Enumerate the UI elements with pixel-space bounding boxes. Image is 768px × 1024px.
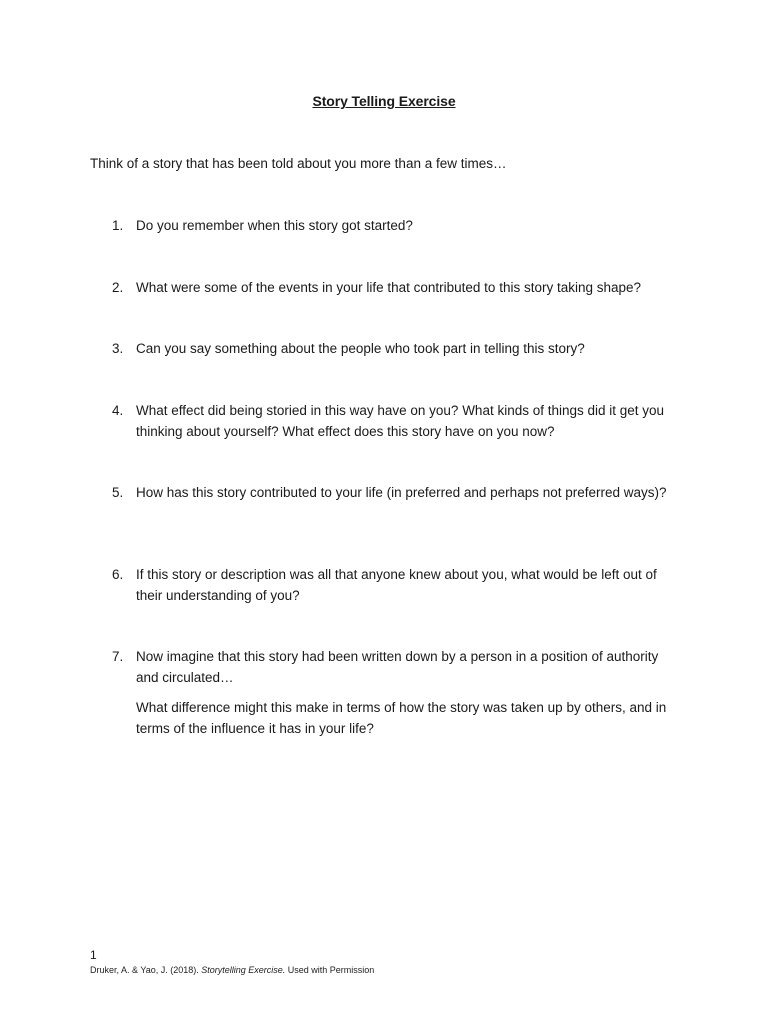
- question-text: What effect did being storied in this way have on you? What kinds of things did it get you thinking about yourself? What effect does this story have on you now?: [136, 403, 665, 439]
- intro-text: Think of a story that has been told about you more than a few times…: [90, 156, 507, 171]
- citation-title: Storytelling Exercise.: [201, 965, 286, 975]
- page-title: Story Telling Exercise: [312, 93, 456, 109]
- citation-prefix: Druker, A. & Yao, J. (2018).: [90, 965, 202, 975]
- question-text: Can you say something about the people who took part in telling this story?: [136, 341, 585, 356]
- page-number: 1: [90, 948, 97, 962]
- list-number: 7.: [112, 649, 124, 664]
- list-number: 6.: [112, 567, 124, 582]
- question-followup-text: What difference might this make in terms of how the story was taken up by others, and in terms of the influence it has in your life?: [136, 700, 667, 736]
- question-text: If this story or description was all that anyone knew about you, what would be left out of their understanding of you?: [136, 567, 657, 603]
- list-number: 2.: [112, 280, 124, 295]
- citation-suffix: Used with Permission: [285, 965, 375, 975]
- list-number: 1.: [112, 218, 124, 233]
- question-text: How has this story contributed to your life (in preferred and perhaps not preferred ways)?: [136, 485, 667, 500]
- question-text: What were some of the events in your life that contributed to this story taking shape?: [136, 280, 642, 295]
- list-number: 5.: [112, 485, 124, 500]
- question-text: Now imagine that this story had been written down by a person in a position of authority and circulated…: [136, 649, 659, 685]
- question-text: Do you remember when this story got started?: [136, 218, 413, 233]
- list-number: 4.: [112, 403, 124, 418]
- citation: [90, 965, 374, 975]
- list-number: 3.: [112, 341, 124, 356]
